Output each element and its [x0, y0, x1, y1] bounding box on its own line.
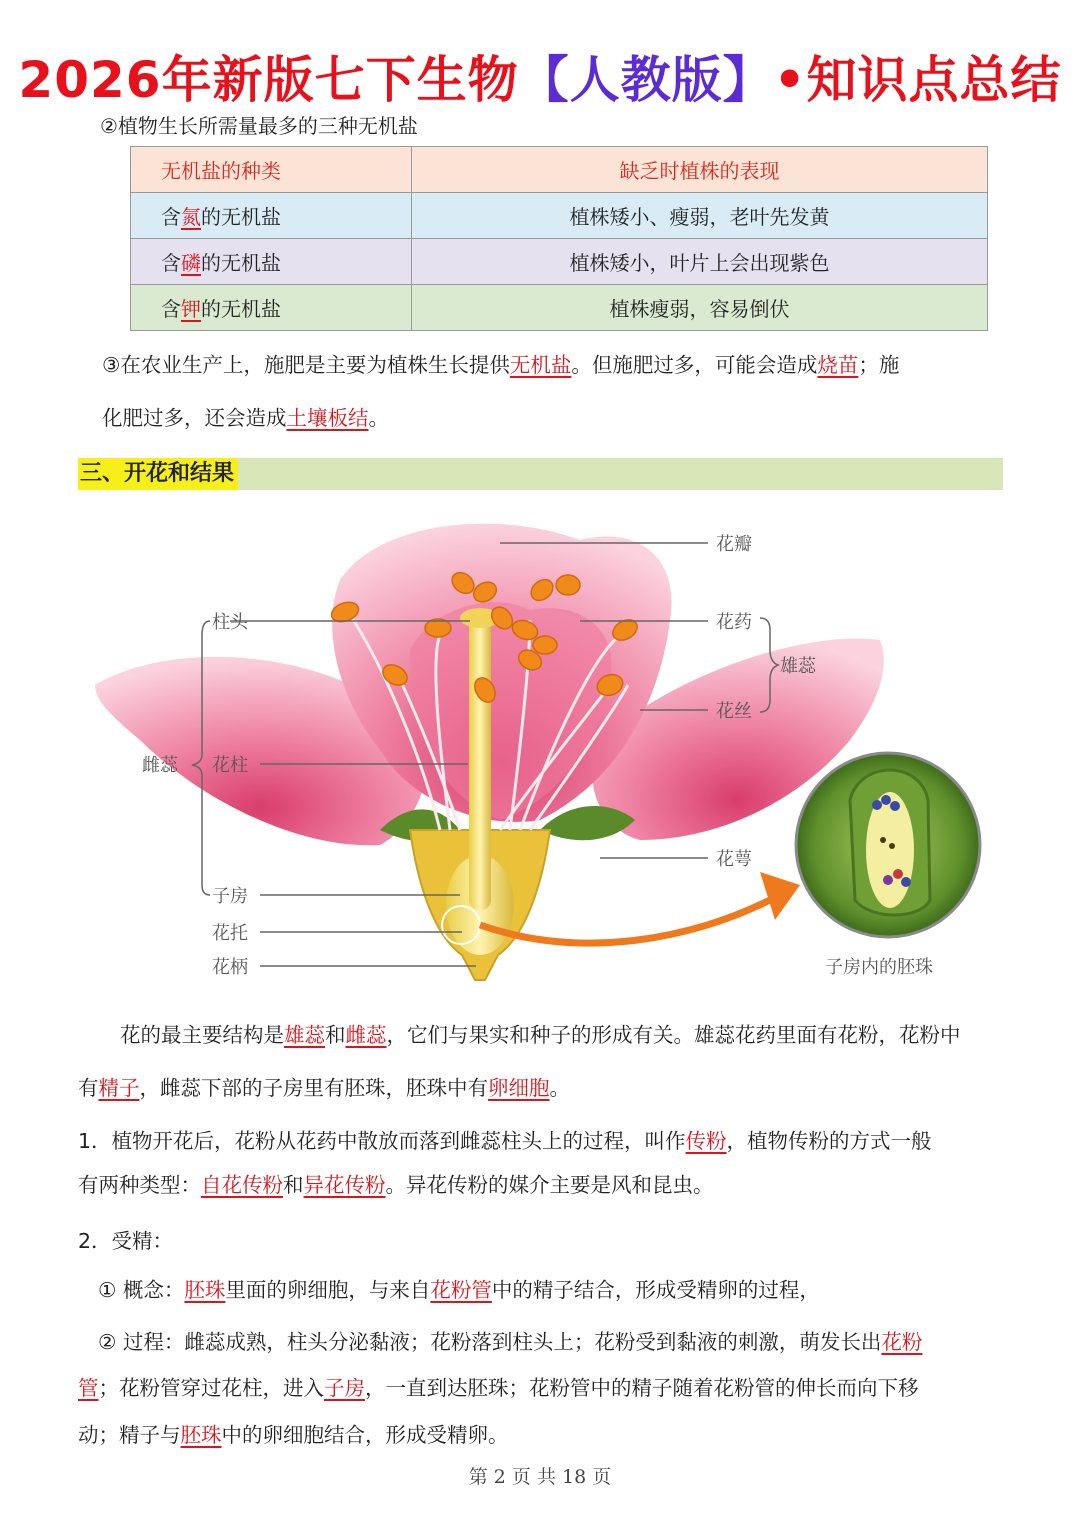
title-part-2: 【人教版】 [518, 51, 774, 109]
column-header-type: 无机盐的种类 [131, 147, 412, 193]
text: 里面的卵细胞，与来自 [225, 1278, 431, 1302]
label-anther: 花药 [716, 612, 752, 633]
element-keyword: 氮 [181, 205, 201, 229]
text: 化肥过多，还会造成 [102, 406, 287, 430]
keyword: 花粉管 [430, 1278, 492, 1302]
page-title [0, 40, 1080, 112]
body-p1-line1 [120, 1018, 961, 1048]
column-header-symptom: 缺乏时植株的表现 [412, 147, 988, 193]
keyword: 无机盐 [509, 353, 572, 377]
keyword: 雄蕊 [284, 1023, 325, 1047]
body-p1-line2 [78, 1071, 570, 1101]
text: 和 [283, 1173, 304, 1197]
text: 。异花传粉的媒介主要是风和昆虫。 [385, 1173, 714, 1197]
cell-text: 含 [161, 251, 181, 275]
keyword: 自花传粉 [201, 1173, 283, 1197]
text: 。但施肥过多，可能会造成 [571, 353, 818, 377]
flower-diagram [80, 500, 1000, 990]
text: 中的卵细胞结合，形成受精卵。 [221, 1423, 509, 1447]
keyword: 土壤板结 [286, 406, 369, 430]
text: ② 过程：雌蕊成熟，柱头分泌黏液；花粉落到柱头上；花粉受到黏液的刺激，萌发长出 [98, 1330, 882, 1354]
label-style: 花柱 [212, 755, 248, 776]
element-keyword: 钾 [181, 297, 201, 321]
mineral-type-cell [131, 239, 412, 285]
label-ovule-caption: 子房内的胚珠 [825, 957, 933, 978]
fertilizer-line-2 [102, 401, 389, 431]
table-row [131, 193, 988, 239]
text: ③在农业生产上，施肥是主要为植株生长提供 [102, 353, 510, 377]
body-p2-line1 [78, 1124, 932, 1154]
keyword: 烧苗 [817, 353, 859, 377]
body-p5-line2 [78, 1371, 919, 1401]
keyword: 卵细胞 [488, 1076, 550, 1100]
cell-text: 的无机盐 [201, 205, 281, 229]
text: 。 [549, 1076, 570, 1100]
label-filament: 花丝 [716, 701, 752, 722]
text: 动；精子与 [78, 1423, 181, 1447]
text: ，它们与果实和种子的形成有关。雄蕊花药里面有花粉，花粉中 [386, 1023, 961, 1047]
label-stamen: 雄蕊 [780, 656, 816, 677]
text: 花的最主要结构是 [120, 1023, 284, 1047]
text: 有两种类型： [78, 1173, 201, 1197]
section-title: 三、开花和结果 [78, 458, 238, 490]
keyword: 雌蕊 [345, 1023, 387, 1047]
table-row [131, 285, 988, 331]
text: 1．植物开花后，花粉从花药中散放而落到雌蕊柱头上的过程，叫作 [78, 1129, 686, 1153]
body-p5-line3 [78, 1418, 509, 1448]
keyword: 花粉 [881, 1330, 923, 1354]
text: ，一直到达胚珠；花粉管中的精子随着花粉管的伸长而向下移 [365, 1376, 919, 1400]
title-part-1: 2026年新版七下生物 [18, 51, 519, 109]
body-p5-line1 [98, 1325, 922, 1355]
keyword: 精子 [98, 1076, 140, 1100]
title-part-3: •知识点总结 [773, 51, 1062, 109]
keyword: 传粉 [685, 1129, 727, 1153]
label-sepal: 花萼 [716, 849, 752, 870]
minerals-subheading: ②植物生长所需量最多的三种无机盐 [100, 114, 418, 138]
text: 中的精子结合，形成受精卵的过程， [491, 1278, 820, 1302]
cell-text: 的无机盐 [201, 251, 281, 275]
page-footer: 第 2 页 共 18 页 [468, 1466, 612, 1488]
keyword: 子房 [324, 1376, 365, 1400]
table-row [131, 239, 988, 285]
keyword: 胚珠 [184, 1278, 226, 1302]
symptom-cell: 植株矮小、瘦弱，老叶先发黄 [412, 193, 988, 239]
text: 。 [368, 406, 389, 430]
text: ① 概念： [98, 1278, 185, 1302]
mineral-type-cell [131, 285, 412, 331]
keyword: 管 [78, 1376, 99, 1400]
cell-text: 含 [161, 297, 181, 321]
style-shape [469, 610, 491, 910]
symptom-cell: 植株矮小，叶片上会出现紫色 [412, 239, 988, 285]
text: 有 [78, 1076, 99, 1100]
mineral-type-cell [131, 193, 412, 239]
keyword: 异花传粉 [303, 1173, 386, 1197]
cell-text: 的无机盐 [201, 297, 281, 321]
keyword: 胚珠 [180, 1423, 222, 1447]
text: ；施 [858, 353, 900, 377]
body-p4 [98, 1273, 820, 1303]
label-petal: 花瓣 [716, 534, 752, 555]
section-banner [78, 458, 1003, 490]
fertilizer-line-1 [102, 348, 899, 378]
cell-text: 含 [161, 205, 181, 229]
element-keyword: 磷 [181, 251, 201, 275]
label-pistil: 雌蕊 [142, 755, 178, 776]
table-header-row [131, 147, 988, 193]
label-receptacle: 花托 [212, 923, 248, 944]
text: ，植物传粉的方式一般 [726, 1129, 932, 1153]
label-stigma: 柱头 [212, 612, 248, 633]
symptom-cell: 植株瘦弱，容易倒伏 [412, 285, 988, 331]
label-ovary: 子房 [212, 886, 248, 907]
text: 和 [325, 1023, 346, 1047]
body-p3: 2．受精： [78, 1229, 174, 1253]
body-p2-line2 [78, 1168, 714, 1198]
label-pedicel: 花柄 [212, 957, 248, 978]
arrow-head [760, 872, 800, 920]
text: ；花粉管穿过花柱，进入 [98, 1376, 324, 1400]
minerals-table [130, 146, 988, 331]
text: ，雌蕊下部的子房里有胚珠，胚珠中有 [139, 1076, 488, 1100]
